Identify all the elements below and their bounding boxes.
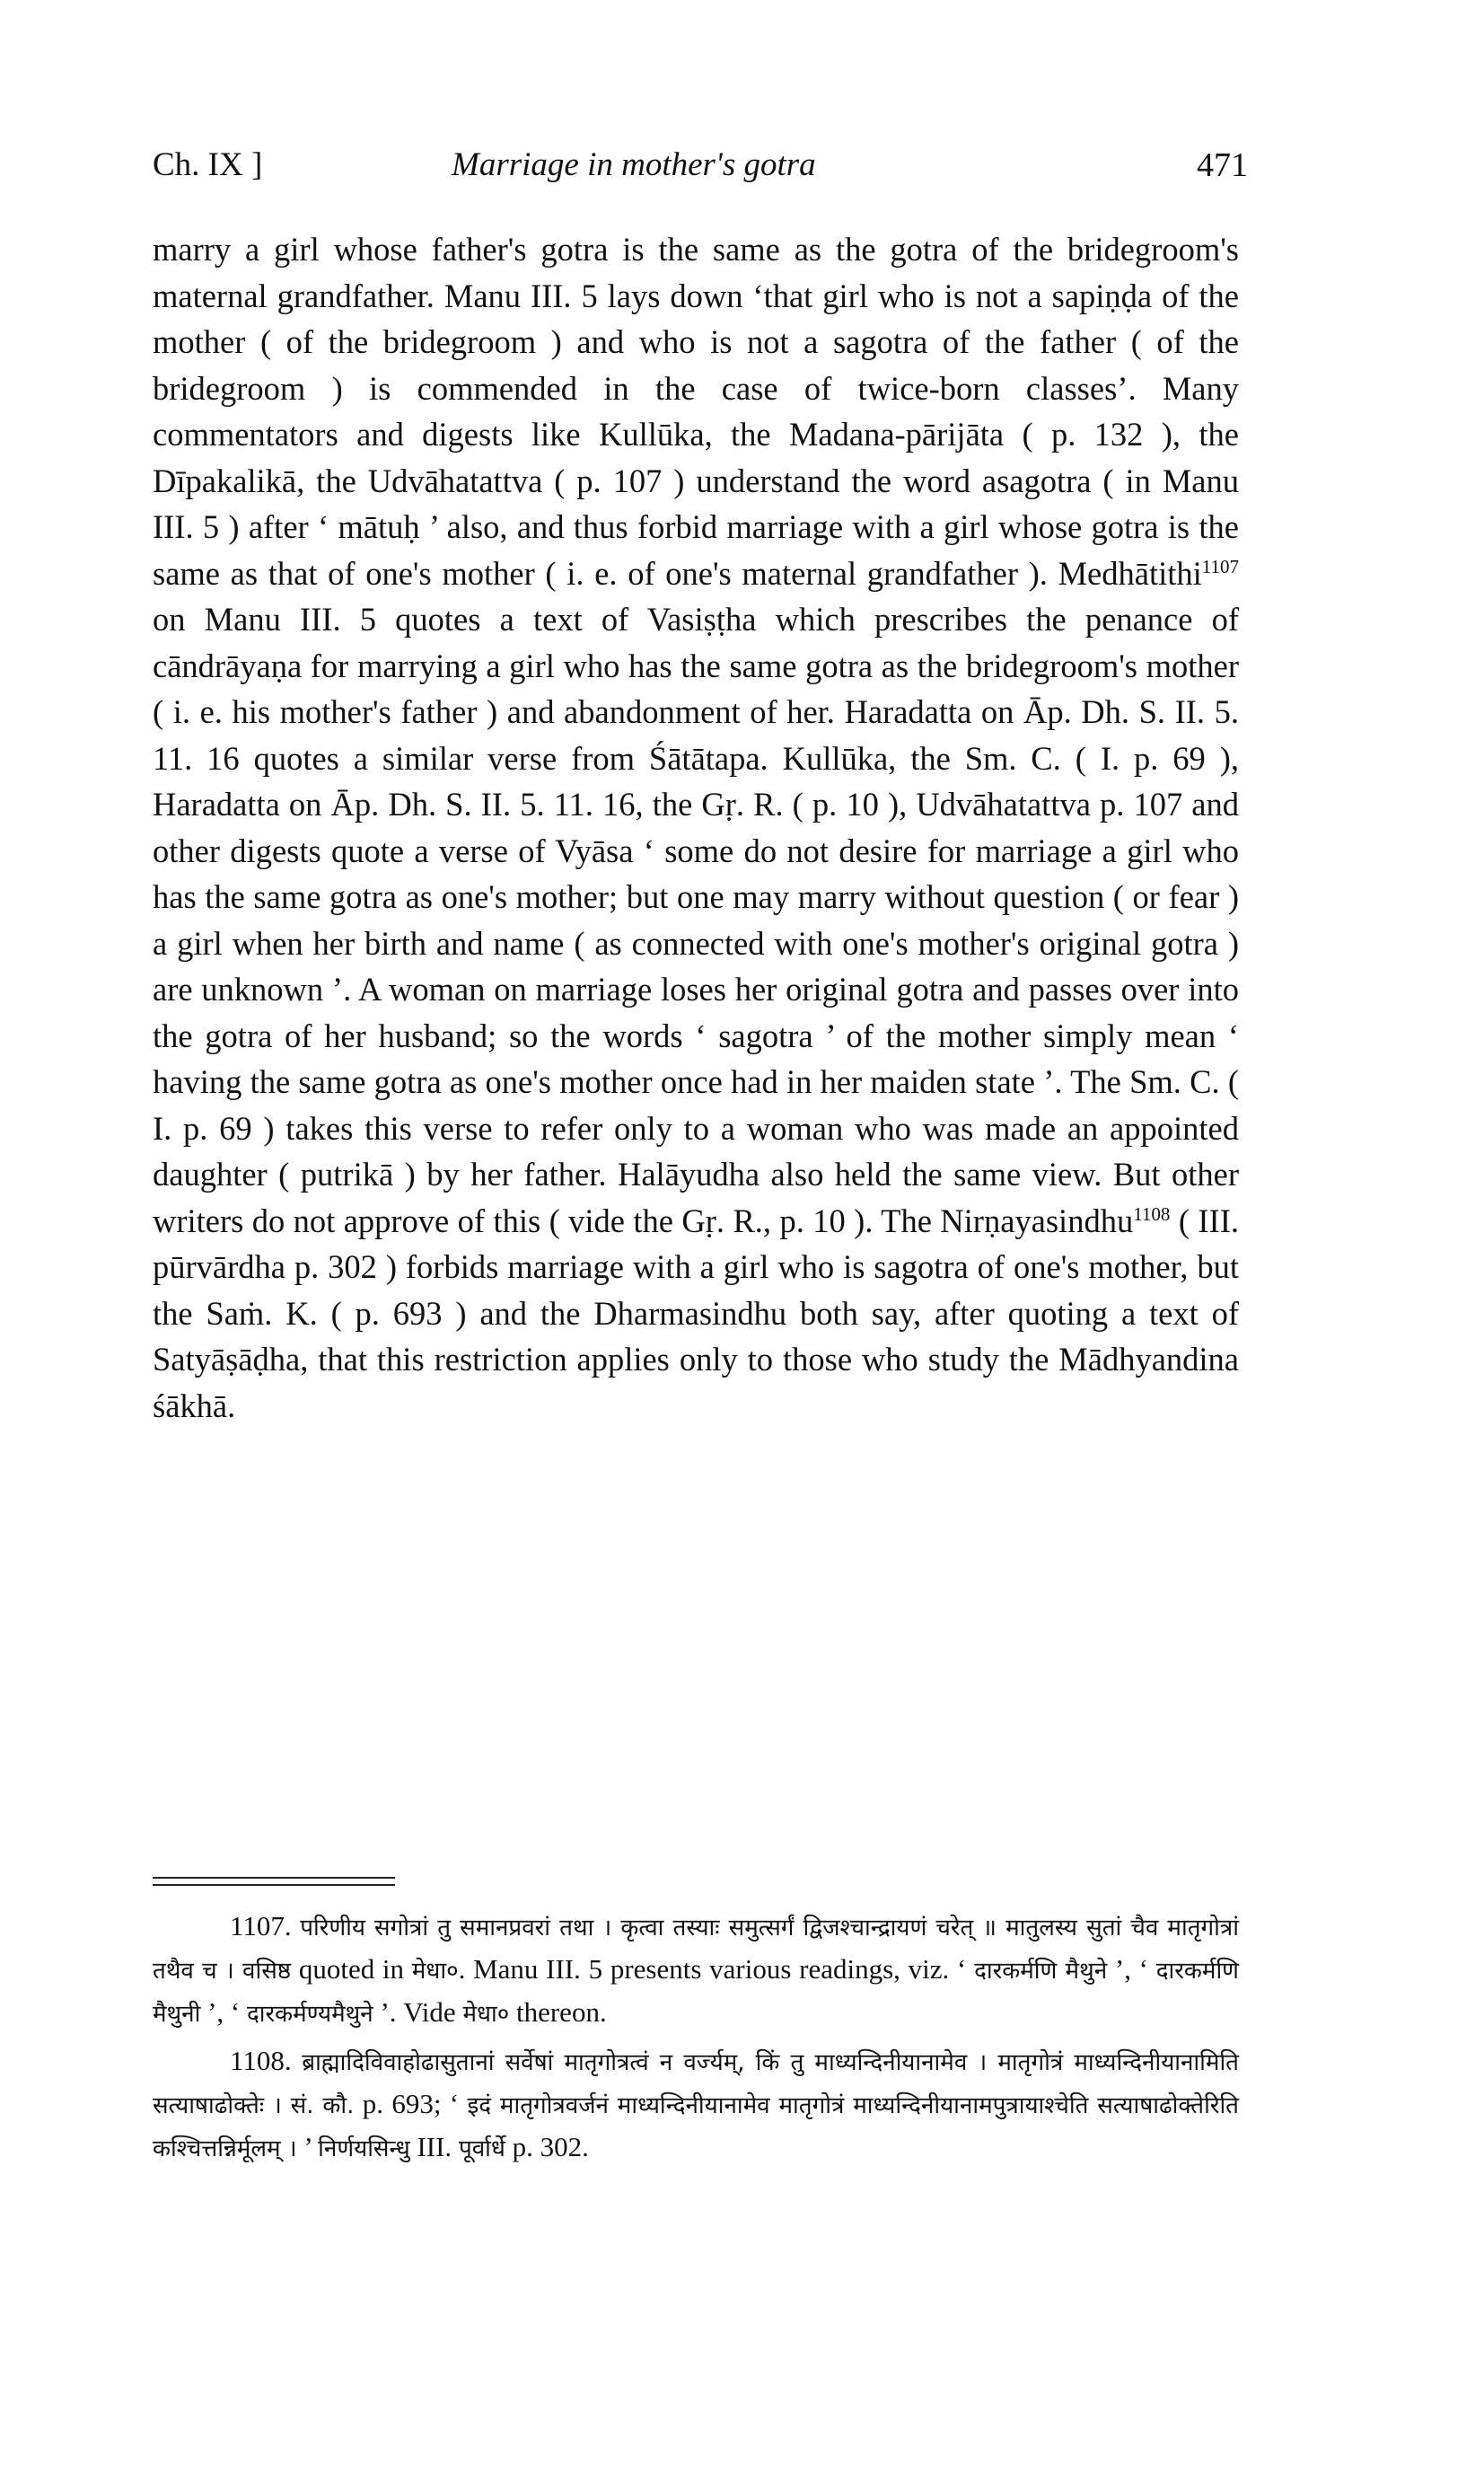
body-text-part-2: on Manu III. 5 quotes a text of Vasiṣṭha which prescribes the penance of cāndrāyaṇa for marrying a girl who has the same gotra as the bridegroom's mother ( i. e. his mother's father ) and abandonment of her. Haradatta on Āp. Dh. S. II. 5. 11. 16 quotes a similar verse from Śātātapa. Kullūka, the Sm. C. ( I. p. 69 ), Haradatta on Āp. Dh. S. II. 5. 11. 16, the Gṛ. R. ( p. 10 ), Udvāhatattva p. 107 and other digests quote a verse of Vyāsa ‘ some do not desire for marriage a girl who has the same gotra as one's mother; but one may marry without question ( or fear ) a girl when her birth and name ( as connected with one's mother's original gotra ) are unknown ’. A woman on marriage loses her original gotra and passes over into the gotra of her husband; so the words ‘ sagotra ’ of the mother simply mean ‘ having the same gotra as one's mother once had in her maiden state ’. The Sm. C. ( I. p. 69 ) takes this verse to refer only to a woman who was made an appointed daughter ( putrikā ) by her father. Halāyudha also held the same view. But other writers do not approve of this ( vide the Gṛ. R., p. 10 ). The Nirṇayasindhu <box>153 601 1239 1239</box>
running-title: Marriage in mother's gotra <box>452 146 816 183</box>
footnote-ref-1107: 1107 <box>1201 555 1239 577</box>
sanskrit-text: इदं मातृगोत्रवर्जनं माध्यन्दिनीयानामेव मातृगोत्रं माध्यन्दिनीयानामपुत्रायाश्चेति सत्याषाढोक्तेरिति कश्चित्तन्निर्मूलम् । <box>153 2092 1240 2162</box>
footnote-text: thereon. <box>509 1996 607 2028</box>
footnote-text: III. <box>409 2131 459 2162</box>
page-number: 471 <box>1197 146 1248 184</box>
sanskrit-text: मेधा० <box>462 2001 510 2028</box>
footnote-number: 1107. <box>230 1910 292 1942</box>
footnote-text: . Manu III. 5 presents various readings, viz. ‘ <box>458 1953 975 1985</box>
footnote-text: ’, ‘ <box>1107 1953 1156 1985</box>
footnote-text: p. 302. <box>505 2131 589 2162</box>
body-text-part-1: marry a girl whose father's gotra is the same as the gotra of the bridegroom's maternal grandfather. Manu III. 5 lays down ‘that girl who is not a sapiṇḍa of the mother ( of the bridegroom ) and who is not a sagotra of the father ( of the bridegroom ) is commended in the case of twice-born classes’. Many commentators and digests like Kullūka, the Madana-pārijāta ( p. 132 ), the Dīpakalikā, the Udvāhatattva ( p. 107 ) understand the word asagotra ( in Manu III. 5 ) after ‘ mātuḥ ’ also, and thus forbid marriage with a girl whose gotra is the same as that of one's mother ( i. e. of one's maternal grandfather ). Medhātithi <box>153 231 1239 592</box>
footnote-text: ’, ‘ <box>200 1996 247 2028</box>
sanskrit-text: दारकर्मणि मैथुनी <box>153 1958 1239 2028</box>
footnote-text: ’ <box>296 2131 319 2162</box>
footnote-text: p. 693; ‘ <box>354 2088 468 2119</box>
footnotes <box>153 1906 1239 2175</box>
footnote-text: ’. Vide <box>373 1996 463 2028</box>
footnote-text: quoted in <box>291 1953 412 1985</box>
sanskrit-text: दारकर्मण्यमैथुने <box>246 2001 373 2028</box>
sanskrit-text: परिणीय सगोत्रां तु समानप्रवरां तथा । कृत्वा तस्याः समुत्सर्गं द्विजश्चान्द्रायणं चरेत् ॥ मातुलस्य सुतां चैव मातृगोत्रां तथैव च । वसिष्ठ <box>153 1915 1239 1985</box>
footnote-divider-top <box>153 1877 395 1879</box>
sanskrit-text: मेधा० <box>411 1958 459 1985</box>
footnote-1108 <box>153 2040 1239 2170</box>
footnote-divider-bottom <box>153 1884 395 1886</box>
sanskrit-text: निर्णयसिन्धु <box>318 2135 410 2162</box>
body-paragraph <box>153 226 1239 1429</box>
body-text-part-3: ( III. pūrvārdha p. 302 ) forbids marriage with a girl who is sagotra of one's mother, but the Saṁ. K. ( p. 693 ) and the Dharmasindhu both say, after quoting a text of Satyāṣāḍha, that this restriction applies only to those who study the Mādhyandina śākhā. <box>153 1202 1239 1424</box>
footnote-ref-1108: 1108 <box>1133 1202 1171 1225</box>
sanskrit-text: दारकर्मणि मैथुने <box>974 1958 1108 1985</box>
chapter-label: Ch. IX ] <box>153 146 263 183</box>
footnote-number: 1108. <box>230 2045 292 2076</box>
sanskrit-text: ब्राह्मादिविवाहोढासुतानां सर्वेषां मातृगोत्रत्वं न वर्ज्यम्, किं तु माध्यन्दिनीयानामेव । मातृगोत्रं माध्यन्दिनीयानामिति सत्याषाढोक्तेः । सं. कौ. <box>153 2049 1240 2119</box>
sanskrit-text: पूर्वार्धे <box>458 2135 505 2162</box>
footnote-1107 <box>153 1906 1239 2035</box>
running-header <box>153 145 1248 190</box>
